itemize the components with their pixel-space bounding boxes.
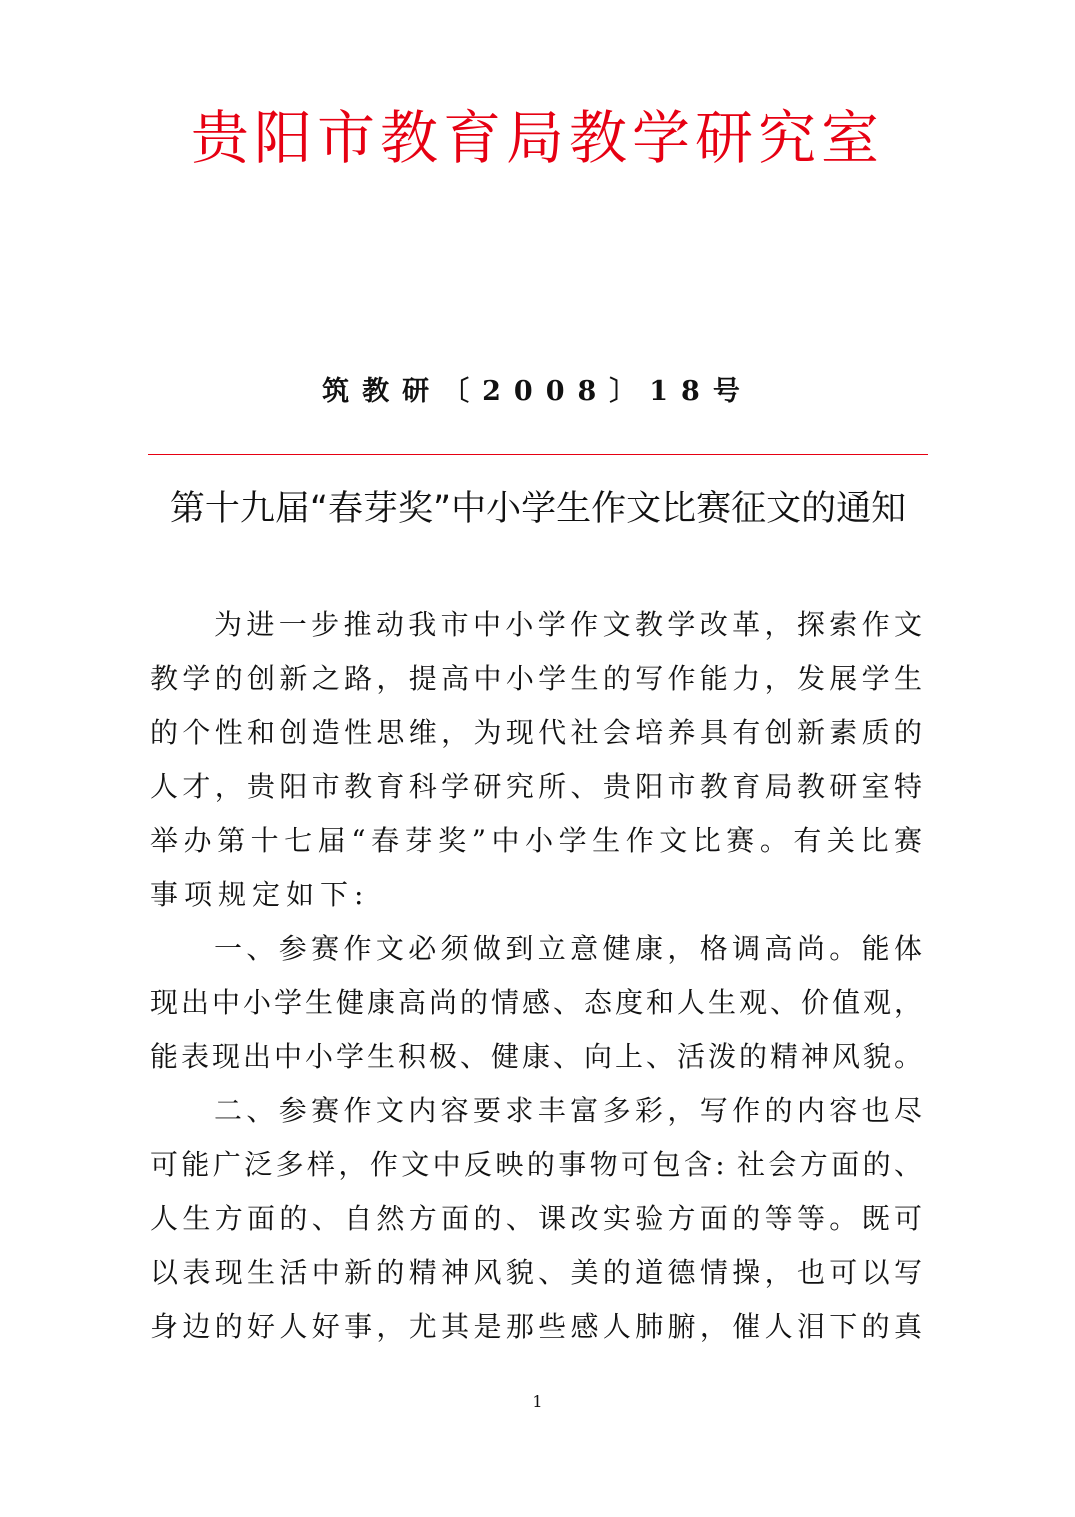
body-line: 举办第十七届“春芽奖”中小学生作文比赛。有关比赛 — [150, 824, 922, 857]
body-line: 的个性和创造性思维，为现代社会培养具有创新素质的 — [150, 716, 922, 749]
body-line: 身边的好人好事，尤其是那些感人肺腑，催人泪下的真 — [150, 1310, 922, 1343]
body-line: 为进一步推动我市中小学作文教学改革，探索作文 — [214, 608, 922, 641]
page-number: 1 — [532, 1392, 543, 1411]
red-divider-line — [148, 454, 928, 455]
body-line: 二、参赛作文内容要求丰富多彩，写作的内容也尽 — [214, 1094, 922, 1127]
body-line: 事项规定如下: — [150, 878, 370, 911]
body-line: 能表现出中小学生积极、健康、向上、活泼的精神风貌。 — [150, 1040, 922, 1073]
body-line: 人才，贵阳市教育科学研究所、贵阳市教育局教研室特 — [150, 770, 922, 803]
body-line: 可能广泛多样，作文中反映的事物可包含: 社会方面的、 — [150, 1148, 922, 1181]
document-number: 筑教研〔2008〕18号 — [322, 376, 753, 407]
body-line: 现出中小学生健康高尚的情感、态度和人生观、价值观， — [150, 986, 922, 1019]
body-line: 教学的创新之路，提高中小学生的写作能力，发展学生 — [150, 662, 922, 695]
body-line: 人生方面的、自然方面的、课改实验方面的等等。既可 — [150, 1202, 922, 1235]
body-line: 一、参赛作文必须做到立意健康，格调高尚。能体 — [214, 932, 922, 965]
document-title: 第十九届“春芽奖”中小学生作文比赛征文的通知 — [169, 489, 907, 529]
body-line: 以表现生活中新的精神风貌、美的道德情操，也可以写 — [150, 1256, 922, 1289]
body-text — [150, 598, 922, 1354]
organization-header: 贵阳市教育局教学研究室 — [190, 104, 884, 172]
